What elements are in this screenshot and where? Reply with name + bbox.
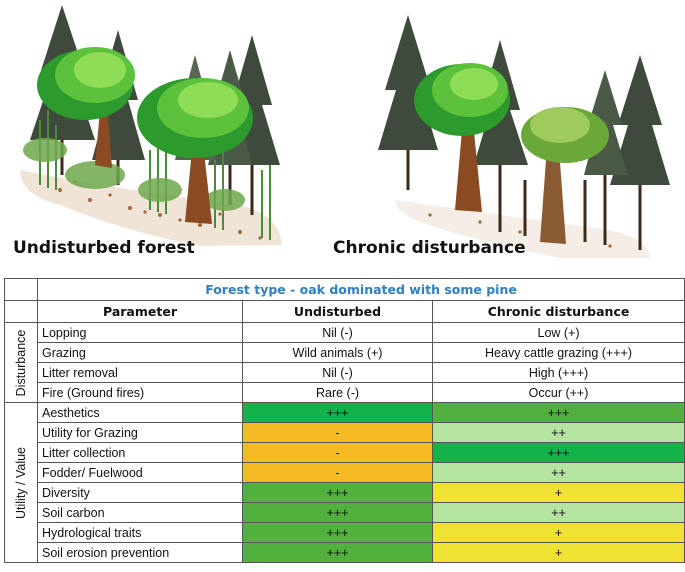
group-utility-value (5, 403, 38, 563)
undisturbed-cell: Rare (-) (243, 383, 433, 403)
undisturbed-cell: Nil (-) (243, 323, 433, 343)
undisturbed-cell: - (243, 463, 433, 483)
chronic-cell: +++ (433, 443, 685, 463)
table-row (5, 443, 685, 463)
chronic-cell: Low (+) (433, 323, 685, 343)
parameter-cell: Lopping (38, 323, 243, 343)
header-parameter: Parameter (38, 301, 243, 323)
table-title-row (5, 279, 685, 301)
comparison-table (4, 278, 685, 563)
parameter-cell: Fire (Ground fires) (38, 383, 243, 403)
chronic-cell: + (433, 483, 685, 503)
undisturbed-cell: Nil (-) (243, 363, 433, 383)
chronic-cell: + (433, 523, 685, 543)
parameter-cell: Utility for Grazing (38, 423, 243, 443)
forest-type-title: Forest type - oak dominated with some pine (38, 279, 685, 301)
table-row (5, 423, 685, 443)
chronic-cell: ++ (433, 503, 685, 523)
chronic-cell: ++ (433, 423, 685, 443)
table-corner-cell (5, 301, 38, 323)
undisturbed-cell: +++ (243, 543, 433, 563)
caption-chronic-disturbance: Chronic disturbance (333, 238, 526, 258)
chronic-cell: +++ (433, 403, 685, 423)
undisturbed-cell: +++ (243, 523, 433, 543)
table-row (5, 323, 685, 343)
table-row (5, 343, 685, 363)
table-row (5, 383, 685, 403)
table-row (5, 543, 685, 563)
parameter-cell: Soil erosion prevention (38, 543, 243, 563)
undisturbed-cell: Wild animals (+) (243, 343, 433, 363)
chronic-disturbance-illustration (378, 15, 670, 258)
undisturbed-forest-illustration (20, 5, 282, 246)
parameter-cell: Hydrological traits (38, 523, 243, 543)
chronic-cell: High (+++) (433, 363, 685, 383)
table-row (5, 363, 685, 383)
undisturbed-cell: +++ (243, 403, 433, 423)
table-header-row (5, 301, 685, 323)
undisturbed-cell: +++ (243, 483, 433, 503)
table-row (5, 483, 685, 503)
parameter-cell: Soil carbon (38, 503, 243, 523)
group-label-utility-value: Utility / Value (14, 446, 28, 519)
undisturbed-cell: - (243, 423, 433, 443)
parameter-cell: Litter collection (38, 443, 243, 463)
undisturbed-cell: +++ (243, 503, 433, 523)
undisturbed-cell: - (243, 443, 433, 463)
parameter-cell: Fodder/ Fuelwood (38, 463, 243, 483)
parameter-cell: Diversity (38, 483, 243, 503)
group-disturbance (5, 323, 38, 403)
group-label-disturbance: Disturbance (14, 329, 28, 396)
parameter-cell: Aesthetics (38, 403, 243, 423)
caption-undisturbed-forest: Undisturbed forest (13, 238, 195, 258)
table-row (5, 503, 685, 523)
header-undisturbed: Undisturbed (243, 301, 433, 323)
parameter-cell: Litter removal (38, 363, 243, 383)
table-row (5, 463, 685, 483)
header-chronic-disturbance: Chronic disturbance (433, 301, 685, 323)
chronic-cell: ++ (433, 463, 685, 483)
table-corner-cell (5, 279, 38, 301)
table-row (5, 523, 685, 543)
parameter-cell: Grazing (38, 343, 243, 363)
table-row (5, 403, 685, 423)
forest-illustrations (0, 0, 685, 262)
chronic-cell: Occur (++) (433, 383, 685, 403)
chronic-cell: Heavy cattle grazing (+++) (433, 343, 685, 363)
chronic-cell: + (433, 543, 685, 563)
